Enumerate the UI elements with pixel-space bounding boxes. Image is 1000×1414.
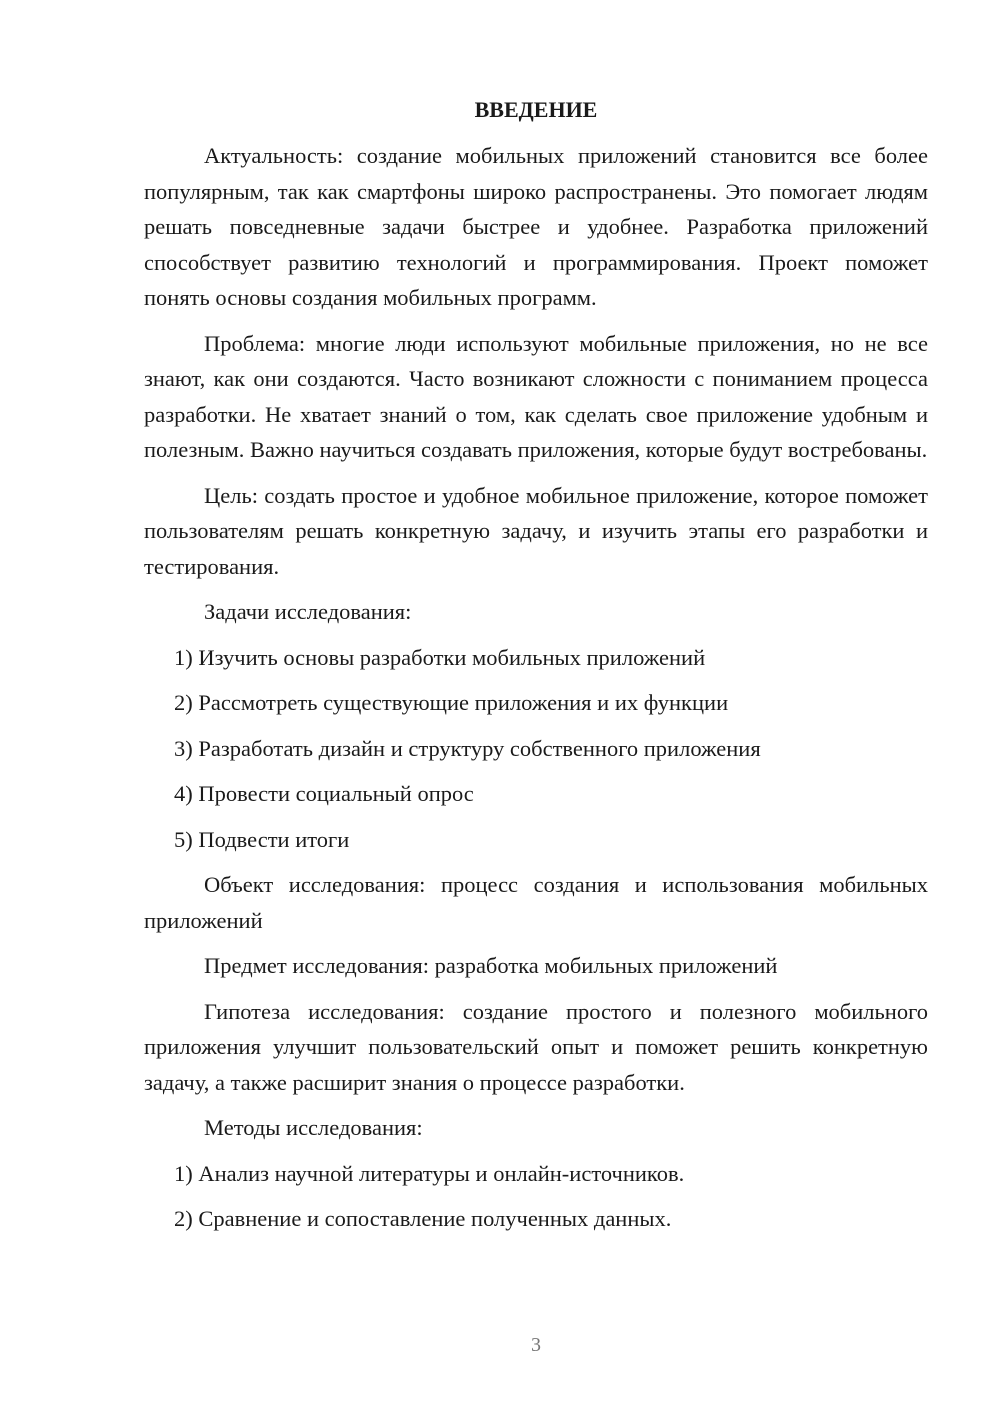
document-page — [144, 92, 928, 1247]
task-item: 3) Разработать дизайн и структуру собственного приложения — [174, 735, 761, 761]
task-item: 5) Подвести итоги — [174, 826, 350, 852]
subject-paragraph: Предмет исследования: разработка мобильных приложений — [204, 953, 778, 978]
task-item: 1) Изучить основы разработки мобильных приложений — [174, 644, 706, 670]
method-item: 1) Анализ научной литературы и онлайн-источников. — [174, 1160, 685, 1186]
goal-paragraph: Цель: создать простое и удобное мобильное приложение, которое поможет пользователям решать конкретную задачу, и изучить этапы его разработки и тестирования. — [144, 482, 928, 579]
relevance-paragraph: Актуальность: создание мобильных приложений становится все более популярным, так как смартфоны широко распространены. Это помогает людям решать повседневные задачи быстрее и удобнее. Разработка приложений способствует развитию технологий и программирования. Проект поможет понять основы создания мобильных программ. — [144, 143, 928, 310]
object-paragraph: Объект исследования: процесс создания и использования мобильных приложений — [144, 872, 928, 933]
page-number: 3 — [531, 1334, 541, 1356]
tasks-heading: Задачи исследования: — [204, 599, 412, 624]
section-title: ВВЕДЕНИЕ — [474, 97, 598, 122]
method-item: 2) Сравнение и сопоставление полученных данных. — [174, 1206, 672, 1231]
methods-heading: Методы исследования: — [204, 1115, 423, 1140]
problem-paragraph: Проблема: многие люди используют мобильные приложения, но не все знают, как они создаются. Часто возникают сложности с пониманием процесса разработки. Не хватает знаний о том, как сделать свое приложение удобным и полезным. Важно научиться создавать приложения, которые будут востребованы. — [144, 330, 928, 462]
task-item: 4) Провести социальный опрос — [174, 781, 474, 806]
task-item: 2) Рассмотреть существующие приложения и их функции — [174, 690, 729, 715]
hypothesis-paragraph: Гипотеза исследования: создание простого и полезного мобильного приложения улучшит пользовательский опыт и поможет решить конкретную задачу, а также расширит знания о процессе разработки. — [144, 998, 928, 1095]
